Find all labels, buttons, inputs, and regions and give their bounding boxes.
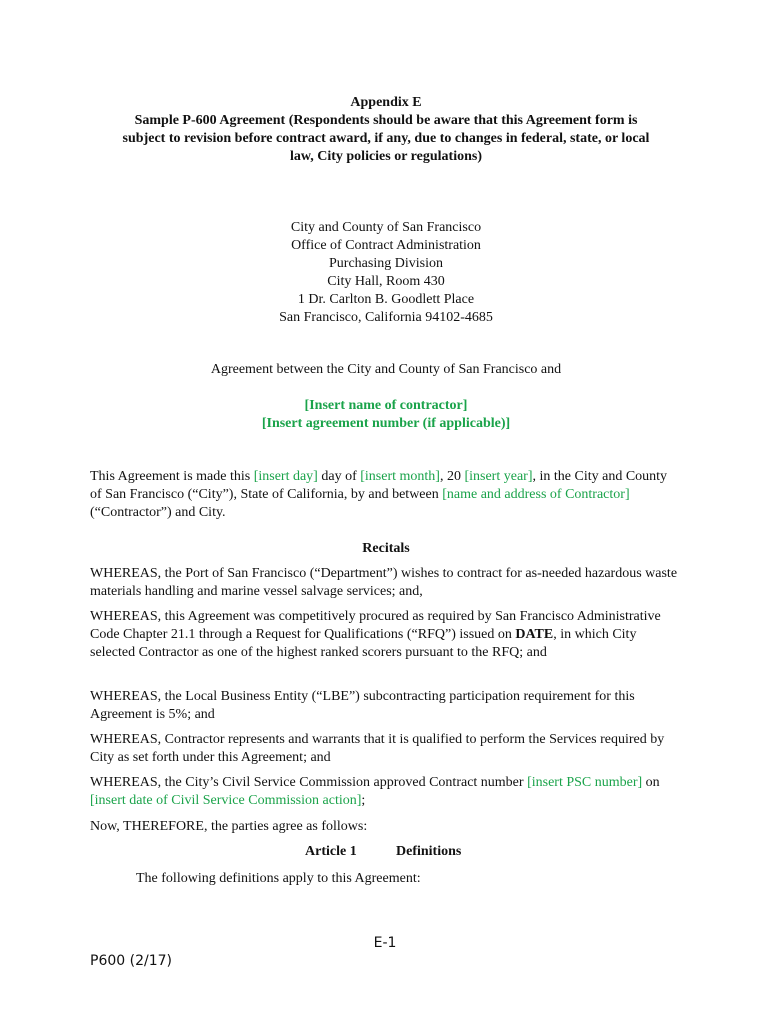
- recital-4: WHEREAS, Contractor represents and warrants that it is qualified to perform the Services required by City as set forth under this Agreement; and: [90, 732, 665, 765]
- now-therefore: Now, THEREFORE, the parties agree as follows:: [90, 819, 368, 834]
- intro-paragraph: [90, 468, 682, 522]
- address-line-2: Office of Contract Administration: [291, 238, 481, 253]
- intro-text: , 20: [439, 469, 465, 484]
- address-line-1: City and County of San Francisco: [290, 220, 482, 235]
- recital-1: WHEREAS, the Port of San Francisco (“Department”) wishes to contract for as-needed hazardous waste materials handling and marine vessel salvage services; and,: [90, 566, 678, 599]
- insert-year-placeholder: [insert year]: [464, 469, 533, 484]
- date-placeholder: DATE: [515, 627, 554, 642]
- recital-text: WHEREAS, this Agreement was competitively procured as required by San Francisco Administrative Code Chapter 21.1 through a Request for Qualifications (“RFQ”) issued on: [90, 609, 661, 642]
- address-line-4: City Hall, Room 430: [327, 274, 445, 289]
- address-line-5: 1 Dr. Carlton B. Goodlett Place: [297, 292, 475, 307]
- recitals-heading: Recitals: [362, 541, 410, 556]
- intro-text: day of: [317, 469, 361, 484]
- definitions-intro: The following definitions apply to this Agreement:: [136, 871, 421, 886]
- address-block: [90, 219, 682, 327]
- intro-text: This Agreement is made this: [90, 469, 254, 484]
- recital-2: [90, 608, 682, 662]
- recital-text: on: [642, 775, 660, 790]
- agreement-number-placeholder: [Insert agreement number (if applicable)]: [261, 416, 511, 431]
- article-title: Definitions: [396, 844, 462, 859]
- contractor-name-placeholder: [Insert name of contractor]: [304, 398, 468, 413]
- recital-text: ;: [361, 793, 366, 808]
- psc-number-placeholder: [insert PSC number]: [527, 775, 643, 790]
- address-line-3: Purchasing Division: [329, 256, 443, 271]
- insert-month-placeholder: [insert month]: [360, 469, 440, 484]
- intro-text: , in the City and County of San Francisco (“City”), State of California, by and between: [90, 469, 668, 502]
- page-number: E-1: [373, 935, 397, 951]
- recital-3: WHEREAS, the Local Business Entity (“LBE”) subcontracting participation requirement for this Agreement is 5%; and: [90, 689, 635, 722]
- form-number: P600 (2/17): [90, 953, 172, 969]
- agreement-between: Agreement between the City and County of San Francisco and: [210, 362, 562, 377]
- insert-day-placeholder: [insert day]: [253, 469, 318, 484]
- title-line-3: law, City policies or regulations): [290, 149, 482, 164]
- recital-text: WHEREAS, the City’s Civil Service Commission approved Contract number: [90, 775, 528, 790]
- title-line-1: Sample P-600 Agreement (Respondents should be aware that this Agreement form is: [134, 113, 638, 128]
- title-line-2: subject to revision before contract award, if any, due to changes in federal, state, or local: [122, 131, 650, 146]
- appendix-label: Appendix E: [350, 95, 422, 110]
- address-line-6: San Francisco, California 94102-4685: [279, 310, 493, 325]
- csc-date-placeholder: [insert date of Civil Service Commission action]: [90, 793, 362, 808]
- contractor-address-placeholder: [name and address of Contractor]: [442, 487, 630, 502]
- recital-text: , in which City selected Contractor as one of the highest ranked scorers pursuant to the RFQ; and: [90, 627, 637, 660]
- intro-text: (“Contractor”) and City.: [90, 505, 226, 520]
- recital-5: [90, 774, 682, 810]
- document-header: [90, 94, 682, 166]
- article-number: Article 1: [305, 844, 357, 859]
